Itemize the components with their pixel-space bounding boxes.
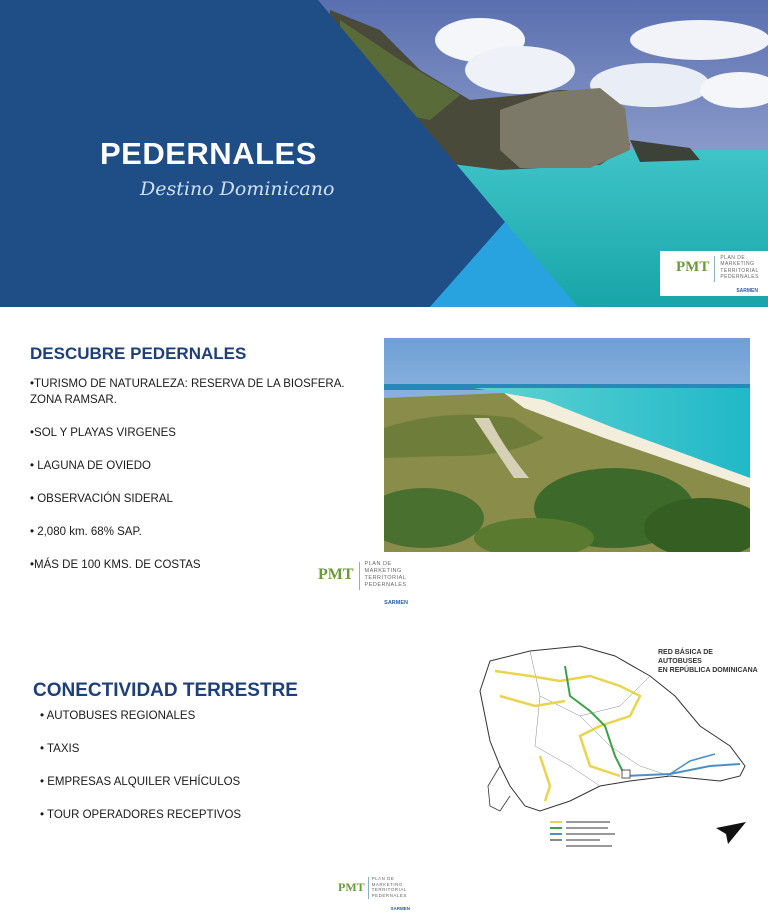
logo-line: PEDERNALES: [371, 892, 407, 898]
pmt-mark: PMT: [338, 880, 365, 894]
logo-divider: [714, 256, 715, 282]
logo-line: MARKETING: [364, 567, 402, 574]
cover-subtitle: Destino Dominicano: [140, 178, 335, 200]
list-item: • 2,080 km. 68% SAP.: [30, 526, 142, 538]
pmt-mark: PMT: [676, 259, 710, 275]
bus-network-map: [440, 636, 758, 864]
list-item: • AUTOBUSES REGIONALES: [40, 710, 196, 722]
list-item: •TURISMO DE NATURALEZA: RESERVA DE LA BIOSFERA. ZONA RAMSAR.: [30, 378, 345, 406]
pmt-logo: [302, 558, 416, 608]
connectivity-heading: CONECTIVIDAD TERRESTRE: [33, 680, 298, 701]
partner-logo: SARMEN: [736, 288, 758, 294]
pmt-text: [365, 561, 407, 589]
list-item: •SOL Y PLAYAS VIRGENES: [30, 427, 176, 439]
list-item: • TOUR OPERADORES RECEPTIVOS: [40, 809, 242, 821]
map-title-line: EN REPÚBLICA DOMINICANA: [658, 667, 758, 674]
list-item: • LAGUNA DE OVIEDO: [30, 460, 151, 472]
pmt-text: [372, 876, 407, 899]
logo-line: MARKETING: [371, 881, 403, 887]
partner-logo: SARMEN: [390, 906, 410, 911]
map-title-line: RED BÁSICA DE AUTOBUSES: [658, 649, 713, 665]
list-item: • TAXIS: [40, 743, 80, 755]
pmt-text: [720, 255, 759, 280]
logo-line: TERRITORIAL: [364, 574, 407, 581]
logo-line: PEDERNALES: [720, 273, 759, 280]
logo-line: PLAN DE: [364, 561, 392, 567]
logo-line: TERRITORIAL: [371, 887, 407, 893]
list-item: • OBSERVACIÓN SIDERAL: [30, 493, 173, 505]
logo-line: PLAN DE: [720, 255, 746, 261]
logo-line: PLAN DE: [371, 876, 395, 881]
connectivity-list: [40, 708, 370, 840]
logo-line: TERRITORIAL: [720, 267, 759, 274]
beach-photo: [384, 338, 750, 552]
cover-title: PEDERNALES: [100, 136, 317, 171]
list-item: • EMPRESAS ALQUILER VEHÍCULOS: [40, 776, 241, 788]
list-item: •MÁS DE 100 KMS. DE COSTAS: [30, 559, 201, 571]
discover-heading: DESCUBRE PEDERNALES: [30, 344, 247, 363]
pmt-logo: [334, 872, 416, 912]
logo-line: MARKETING: [720, 261, 755, 268]
plane-icon: [716, 822, 746, 844]
partner-logo: SARMEN: [384, 600, 408, 606]
logo-divider: [359, 562, 360, 590]
logo-line: PEDERNALES: [364, 581, 407, 588]
logo-divider: [368, 877, 369, 899]
map-title: [658, 648, 758, 675]
pmt-logo: [660, 251, 768, 296]
pmt-mark: PMT: [318, 566, 354, 583]
cover-slide: [0, 0, 768, 307]
